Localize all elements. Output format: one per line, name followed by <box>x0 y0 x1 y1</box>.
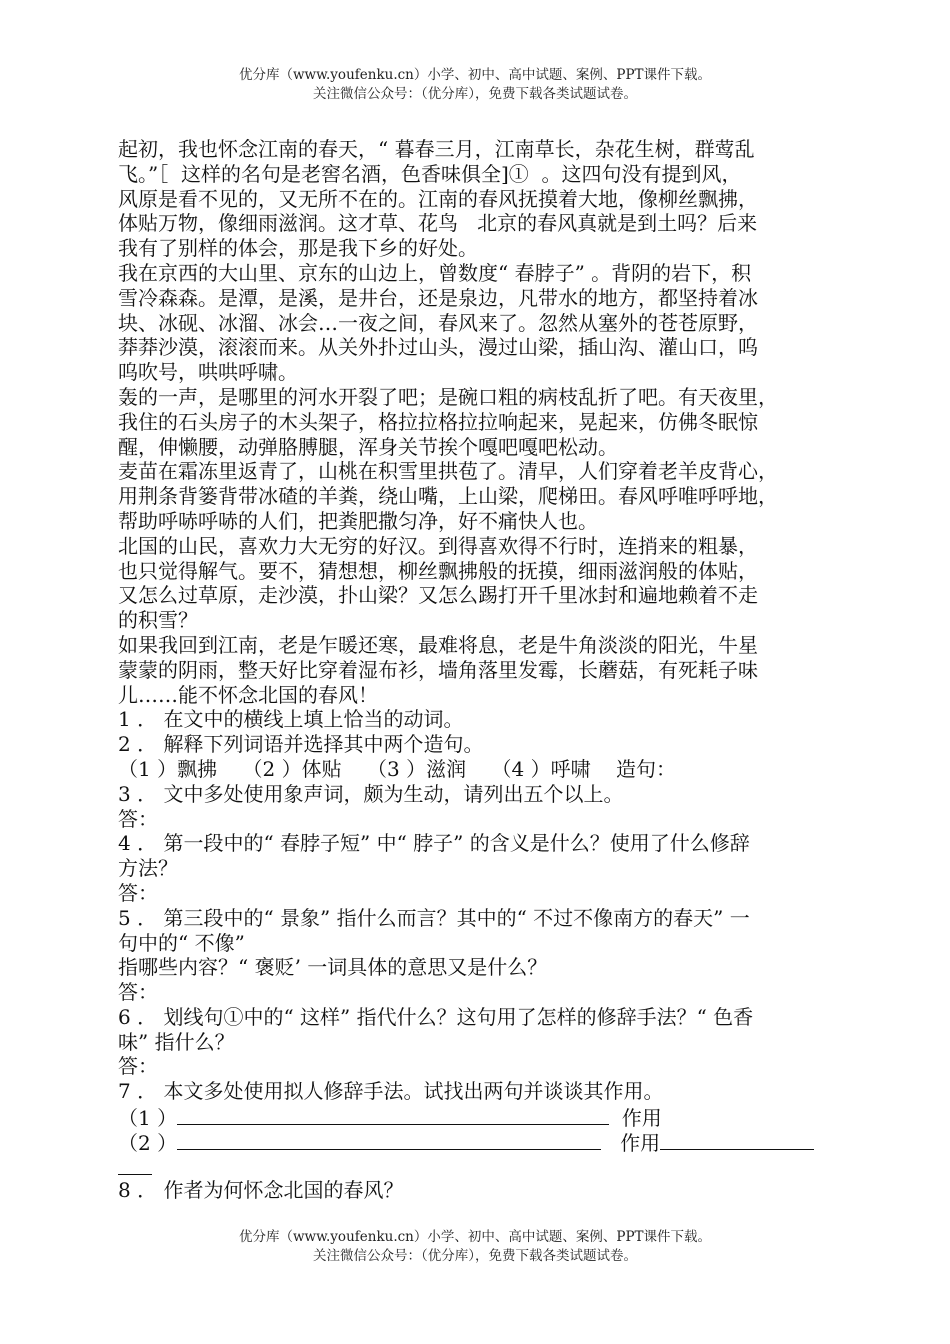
question-line: 4 ． 第一段中的“ 春脖子短” 中“ 脖子” 的含义是什么？使用了什么修辞 <box>118 831 750 856</box>
text-line: 蒙蒙的阴雨，整天好比穿着湿布衫，墙角落里发霉，长蘑菇，有死耗子味 <box>118 657 758 682</box>
text-line: 我在京西的大山里、京东的山边上，曾数度“ 春脖子” 。背阴的岩下，积 <box>118 260 752 285</box>
answer-label: 答： <box>118 1054 158 1079</box>
text-line: 莽莽沙漠，滚滚而来。从关外扑过山头，漫过山梁，插山沟、灌山口，呜 <box>118 335 758 360</box>
text-line: 儿……能不怀念北国的春风！ <box>118 682 378 707</box>
question-line: 方法？ <box>118 856 178 881</box>
footer-line-1: 优分库（www.youfenku.cn）小学、初中、高中试题、案例、PPT课件下载。 <box>238 1229 712 1245</box>
q7-item-2 <box>118 1129 838 1154</box>
answer-blank[interactable] <box>660 1129 814 1150</box>
text-line: 也只觉得解气。要不，猜想想，柳丝飘拂般的抚摸，细雨滋润般的体贴， <box>118 558 758 583</box>
question-line: 味” 指什么？ <box>118 1029 235 1054</box>
text-line: 的积雪？ <box>118 608 198 633</box>
text-line: 块、冰砚、冰溜、冰会…一夜之间，春风来了。忽然从塞外的苍苍原野， <box>118 310 758 335</box>
question-line: 指哪些内容？“ 褒贬’ 一词具体的意思又是什么？ <box>118 955 548 980</box>
header-line-2: 关注微信公众号：（优分库），免费下载各类试题试卷。 <box>313 86 637 102</box>
text-line: 帮助呼哧呼哧的人们，把粪肥撒匀净，好不痛快人也。 <box>118 508 598 533</box>
question-line: 2 ． 解释下列词语并选择其中两个造句。 <box>118 732 484 757</box>
text-line: 飞。”［ 这样的名句是老窖名酒，色香味俱全]① 。这四句没有提到风， <box>118 161 742 186</box>
text-line: 我住的石头房子的木头架子，格拉拉格拉拉响起来，晃起来，仿佛冬眠惊 <box>118 409 758 434</box>
text-line: 呜吹号，哄哄呼啸。 <box>118 360 298 385</box>
header-line-1: 优分库（www.youfenku.cn）小学、初中、高中试题、案例、PPT课件下载。 <box>238 67 712 83</box>
question-line: （1 ）飘拂 （2 ）体贴 （3 ）滋润 （4 ）呼啸 造句： <box>118 756 677 781</box>
answer-label: 答： <box>118 980 158 1005</box>
text-line: 风原是看不见的，又无所不在的。江南的春风抚摸着大地，像柳丝飘拂， <box>118 186 758 211</box>
text-line: 麦苗在霜冻里返青了，山桃在积雪里拱苞了。清早，人们穿着老羊皮背心， <box>118 459 778 484</box>
footer-line-2: 关注微信公众号：（优分库），免费下载各类试题试卷。 <box>313 1248 637 1264</box>
answer-blank[interactable] <box>177 1129 601 1150</box>
text-line: 醒，伸懒腰，动弹胳膊腿，浑身关节挨个嘎吧嘎吧松动。 <box>118 434 618 459</box>
text-line: 用荆条背篓背带冰碴的羊粪，绕山嘴，上山梁，爬梯田。春风呼唯呼呼地， <box>118 484 778 509</box>
text-line: 起初，我也怀念江南的春天，“ 暮春三月，江南草长，杂花生树，群莺乱 <box>118 137 755 161</box>
q7-item-1-suffix: 作用 <box>609 1106 662 1129</box>
text-line: 如果我回到江南，老是乍暖还寒，最难将息，老是牛角淡淡的阳光，牛星 <box>118 632 758 657</box>
document-body <box>118 137 838 1203</box>
text-line: 我有了别样的体会，那是我下乡的好处。 <box>118 236 478 261</box>
answer-blank[interactable] <box>177 1104 609 1125</box>
question-line: 6 ． 划线句①中的“ 这样” 指代什么？这句用了怎样的修辞手法？“ 色香 <box>118 1004 754 1029</box>
text-line: 雪冷森森。是潭，是溪，是井台，还是泉边，凡带水的地方，都坚持着冰 <box>118 285 758 310</box>
q7-item-2-suffix: 作用 <box>601 1130 661 1154</box>
answer-label: 答： <box>118 880 158 905</box>
answer-label: 答： <box>118 806 158 831</box>
q7-item-2-continuation <box>118 1154 838 1179</box>
q7-item-1-label: （1 ） <box>118 1106 178 1129</box>
question-line: 5 ． 第三段中的“ 景象” 指什么而言？其中的“ 不过不像南方的春天” 一 <box>118 905 750 930</box>
q7-item-1 <box>118 1104 838 1129</box>
question-line: 8 ． 作者为何怀念北国的春风？ <box>118 1178 404 1203</box>
page-footer <box>0 1228 950 1266</box>
q7-item-2-label: （2 ） <box>118 1130 178 1154</box>
text-line: 又怎么过草原，走沙漠，扑山梁？又怎么踢打开千里冰封和遍地赖着不走 <box>118 583 758 608</box>
page-header <box>0 66 950 104</box>
answer-blank[interactable] <box>118 1154 152 1175</box>
question-line: 3 ． 文中多处使用象声词，颇为生动，请列出五个以上。 <box>118 781 624 806</box>
question-line: 句中的“ 不像” <box>118 930 245 955</box>
text-line: 北国的山民，喜欢力大无穷的好汉。到得喜欢得不行时，连捎来的粗暴， <box>118 533 758 558</box>
text-line: 体贴万物，像细雨滋润。这才草、花鸟 北京的春风真就是到土吗？后来 <box>118 211 758 236</box>
question-line: 1 ． 在文中的横线上填上恰当的动词。 <box>118 707 464 732</box>
text-line: 轰的一声，是哪里的河水开裂了吧；是碗口粗的病枝乱折了吧。有天夜里， <box>118 384 778 409</box>
question-line: 7 ． 本文多处使用拟人修辞手法。试找出两句并谈谈其作用。 <box>118 1079 664 1104</box>
